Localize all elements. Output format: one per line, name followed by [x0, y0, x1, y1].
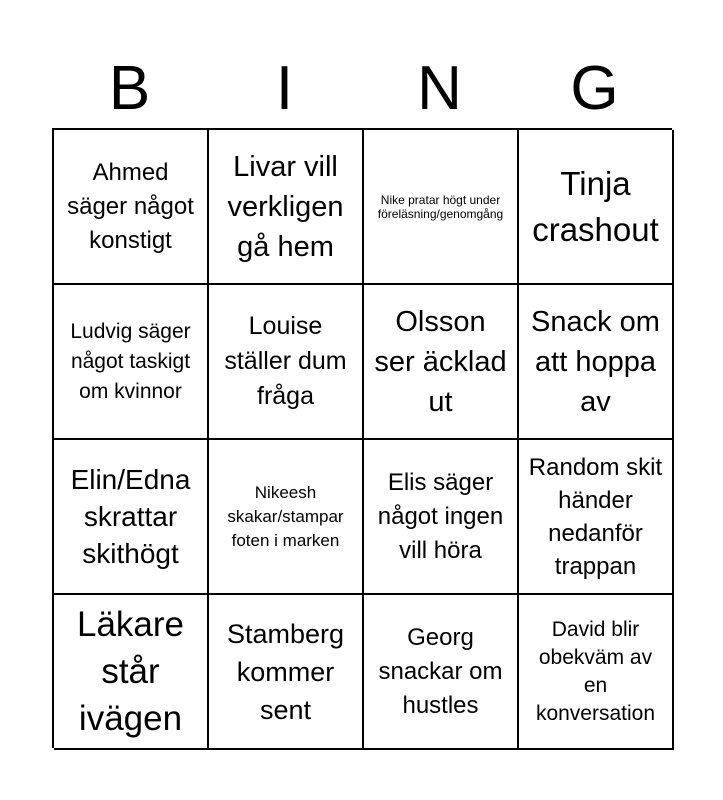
bingo-cell-12[interactable] — [519, 440, 674, 595]
bingo-grid — [52, 128, 672, 748]
bingo-cell-9[interactable] — [54, 440, 209, 595]
bingo-cell-text: Nikeesh skakar/stampar foten i marken — [227, 482, 344, 550]
bingo-cell-11[interactable] — [364, 440, 519, 595]
header-letter-g: G — [570, 54, 619, 123]
bingo-cell-text: David blir obekväm av en konversation — [535, 617, 656, 725]
bingo-cell-text: Stamberg kommer sent — [226, 618, 345, 725]
bingo-cell-4[interactable] — [519, 130, 674, 285]
bingo-cell-text: Ludvig säger något taskigt om kvinnor — [70, 319, 191, 403]
bingo-cell-5[interactable] — [54, 285, 209, 440]
header-letter-n: N — [417, 54, 462, 123]
bingo-cell-text: Tinja crashout — [532, 164, 659, 248]
bingo-cell-13[interactable] — [54, 595, 209, 750]
bingo-cell-1[interactable] — [54, 130, 209, 285]
bingo-cell-text: Louise ställer dum fråga — [224, 312, 347, 410]
bingo-cell-text: Läkare står ivägen — [76, 605, 185, 738]
bingo-cell-text: Nike pratar högt under föreläsning/genomgång — [377, 192, 504, 221]
bingo-cell-14[interactable] — [209, 595, 364, 750]
bingo-header — [52, 50, 672, 128]
bingo-cell-6[interactable] — [209, 285, 364, 440]
bingo-cell-text: Random skit händer nedanför trappan — [528, 453, 663, 580]
bingo-cell-text: Elin/Edna skrattar skithögt — [70, 464, 191, 569]
bingo-cell-16[interactable] — [519, 595, 674, 750]
bingo-cell-text: Livar vill verkligen gå hem — [227, 150, 344, 263]
bingo-cell-7[interactable] — [364, 285, 519, 440]
bingo-cell-text: Ahmed säger något konstigt — [67, 158, 194, 254]
bingo-cell-10[interactable] — [209, 440, 364, 595]
bingo-cell-text: Elis säger något ingen vill höra — [377, 468, 504, 564]
bingo-cell-2[interactable] — [209, 130, 364, 285]
bingo-cell-15[interactable] — [364, 595, 519, 750]
header-letter-b: B — [108, 54, 151, 123]
bingo-cell-8[interactable] — [519, 285, 674, 440]
bingo-cell-text: Georg snackar om hustles — [378, 623, 503, 719]
bingo-cell-text: Snack om att hoppa av — [531, 305, 660, 418]
bingo-cell-text: Olsson ser äcklad ut — [374, 305, 507, 418]
bingo-cell-3[interactable] — [364, 130, 519, 285]
header-letter-i: I — [275, 54, 294, 123]
